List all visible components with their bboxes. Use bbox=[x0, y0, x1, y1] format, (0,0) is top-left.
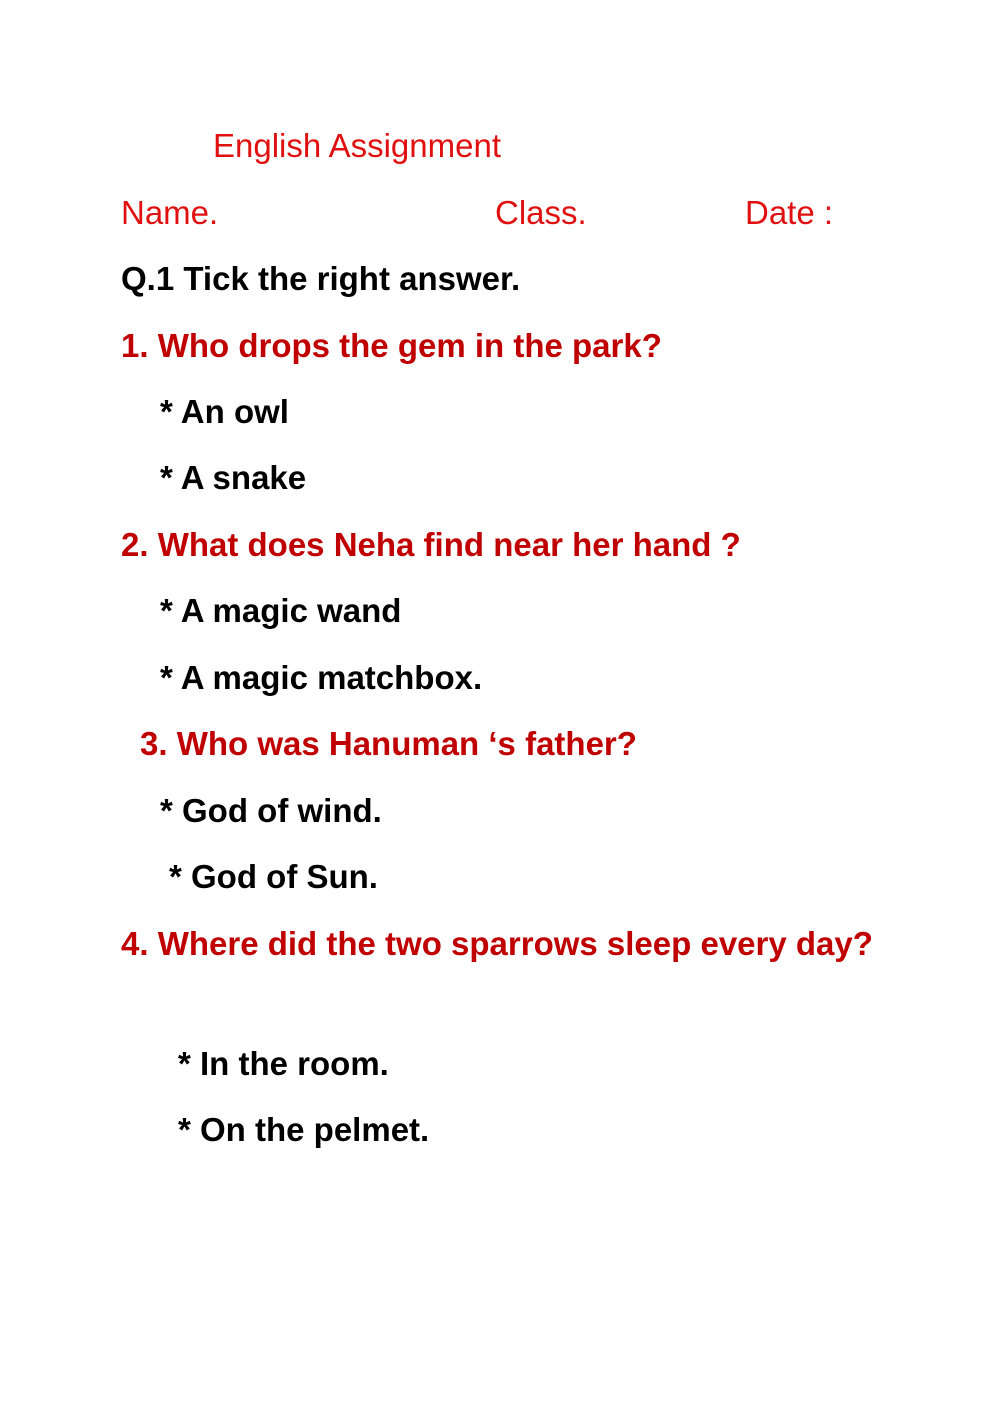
question-2-option-2[interactable]: * A magic matchbox. bbox=[160, 659, 483, 696]
question-1-option-1[interactable]: * An owl bbox=[160, 393, 289, 430]
question-4-option-1[interactable]: * In the room. bbox=[178, 1045, 389, 1082]
question-4-option-2[interactable]: * On the pelmet. bbox=[178, 1111, 430, 1148]
question-1-option-2[interactable]: * A snake bbox=[160, 459, 307, 496]
instruction-text: Q.1 Tick the right answer. bbox=[121, 260, 521, 297]
class-label: Class. bbox=[495, 194, 587, 231]
question-3-option-2[interactable]: * God of Sun. bbox=[169, 858, 378, 895]
question-2: 2. What does Neha find near her hand ? bbox=[121, 526, 741, 563]
question-1: 1. Who drops the gem in the park? bbox=[121, 327, 662, 364]
page-title: English Assignment bbox=[213, 127, 501, 164]
question-3-option-1[interactable]: * God of wind. bbox=[160, 792, 382, 829]
question-4: 4. Where did the two sparrows sleep every day? bbox=[121, 925, 873, 962]
question-3: 3. Who was Hanuman ‘s father? bbox=[140, 725, 637, 762]
date-label: Date : bbox=[745, 194, 834, 231]
name-label: Name. bbox=[121, 194, 219, 231]
question-2-option-1[interactable]: * A magic wand bbox=[160, 592, 402, 629]
